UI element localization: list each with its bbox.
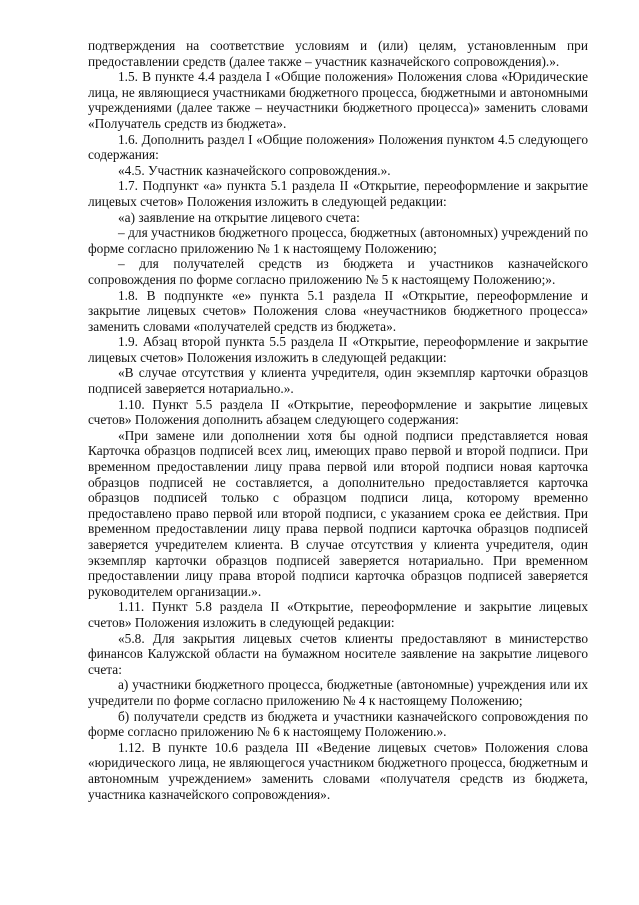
paragraph-1-11: 1.11. Пункт 5.8 раздела II «Открытие, переоформление и закрытие лицевых счетов» Положения изложить в следующей редакции: — [88, 599, 588, 630]
paragraph-5-8-a: а) участники бюджетного процесса, бюджетные (автономные) учреждения или их учредители по форме согласно приложению № 4 к настоящему Положению; — [88, 677, 588, 708]
paragraph-1-7: 1.7. Подпункт «а» пункта 5.1 раздела II «Открытие, переоформление и закрытие лицевых счетов» Положения изложить в следующей редакции: — [88, 178, 588, 209]
paragraph-dash-2: – для получателей средств из бюджета и участников казначейского сопровождения по форме согласно приложению № 5 к настоящему Положению;». — [88, 256, 588, 287]
document-page — [88, 38, 588, 802]
paragraph-subitem-a: «а) заявление на открытие лицевого счета: — [118, 209, 360, 225]
paragraph-5-8-b: б) получатели средств из бюджета и участники казначейского сопровождения по форме согласно приложению № 6 к настоящему Положению.». — [88, 708, 588, 740]
paragraph-1-12: 1.12. В пункте 10.6 раздела III «Ведение лицевых счетов» Положения слова «юридического лица, не являющегося участником бюджетного процесса, бюджетным и автономным учреждением» заменить словами «получателя средств из бюджета, участника казначейского сопровождения». — [88, 739, 588, 802]
paragraph-1-9-quote: «В случае отсутствия у клиента учредителя, один экземпляр карточки образцов подписей заверяется нотариально.». — [88, 365, 588, 397]
paragraph-1-8: 1.8. В подпункте «е» пункта 5.1 раздела II «Открытие, переоформление и закрытие лицевых счетов» Положения слова «неучастников бюджетного процесса» заменить словами «получателей средств из бюджета». — [88, 287, 588, 334]
paragraph-dash-1: – для участников бюджетного процесса, бюджетных (автономных) учреждений по форме согласно приложению № 1 к настоящему Положению; — [88, 225, 588, 256]
paragraph-continuation: подтверждения на соответствие условиям и (или) целям, установленным при предоставлении средств (далее также – участник казначейского сопровождения).». — [88, 38, 588, 69]
paragraph-1-5: 1.5. В пункте 4.4 раздела I «Общие положения» Положения слова «Юридические лица, не являющиеся участниками бюджетного процесса, бюджетными и автономными учреждениями (далее также – неучастники бюджетного процесса)» заменить словами «Получатель средств из бюджета». — [88, 69, 588, 131]
paragraph-1-10: 1.10. Пункт 5.5 раздела II «Открытие, переоформление и закрытие лицевых счетов» Положения дополнить абзацем следующего содержания: — [88, 396, 588, 428]
paragraph-1-9: 1.9. Абзац второй пункта 5.5 раздела II «Открытие, переоформление и закрытие лицевых счетов» Положения изложить в следующей редакции: — [88, 334, 588, 365]
paragraph-5-8-quote: «5.8. Для закрытия лицевых счетов клиенты предоставляют в министерство финансов Калужской области на бумажном носителе заявление на закрытие лицевого счета: — [88, 630, 588, 677]
paragraph-1-10-quote: «При замене или дополнении хотя бы одной подписи представляется новая Карточка образцов подписей всех лиц, имеющих право первой и второй подписи. При временном предоставлении лицу права первой или второй подписи новая карточка образцов подписей не составляется, а дополнительно предоставляется карточка образцов подписей только с образцом подписи лица, которому временно предоставлено право первой или второй подписи, с указанием срока ее действия. При временном предоставлении лицу права первой подписи карточка образцов подписей заверяется учредителем клиента. В случае отсутствия у клиента учредителя, один экземпляр карточки образцов подписей заверяется нотариально. При временном предоставлении лицу права второй подписи карточка образцов подписей заверяется руководителем организации.». — [88, 427, 588, 599]
paragraph-1-6: 1.6. Дополнить раздел I «Общие положения» Положения пунктом 4.5 следующего содержания: — [88, 131, 588, 163]
paragraph-4-5-text: «4.5. Участник казначейского сопровождения.». — [118, 162, 391, 178]
